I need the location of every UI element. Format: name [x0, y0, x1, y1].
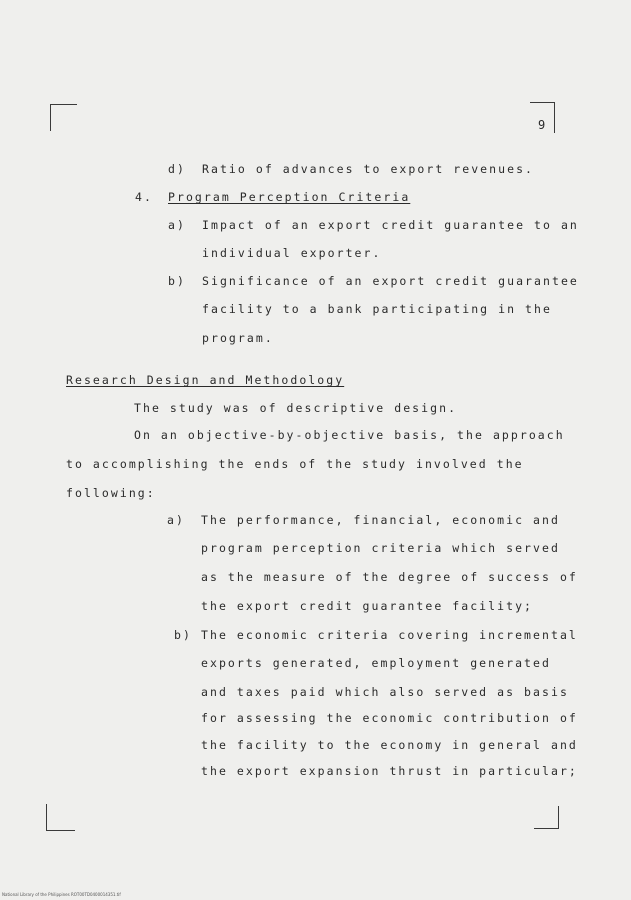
list-item-b-line: and taxes paid which also served as basis	[201, 685, 569, 699]
page-number: 9	[538, 118, 546, 132]
list-marker-4b: b)	[168, 274, 186, 288]
list-item-4b-line: facility to a bank participating in the	[202, 302, 552, 316]
list-item-4a-line: individual exporter.	[202, 246, 382, 260]
list-item-d-text: Ratio of advances to export revenues.	[202, 162, 535, 176]
list-item-b-line: exports generated, employment generated	[201, 656, 551, 670]
list-item-4b-line: program.	[202, 331, 274, 345]
list-marker-4a: a)	[168, 218, 186, 232]
paragraph-line: The study was of descriptive design.	[134, 401, 458, 415]
list-item-4b-line: Significance of an export credit guarantee	[202, 274, 579, 288]
section-heading-program-perception: Program Perception Criteria	[168, 190, 411, 204]
list-item-a-line: The performance, financial, economic and	[201, 513, 560, 527]
list-marker-b: b)	[174, 628, 192, 642]
list-item-a-line: the export credit guarantee facility;	[201, 599, 534, 613]
list-marker-d: d)	[168, 162, 186, 176]
list-item-b-line: the facility to the economy in general and	[201, 738, 578, 752]
list-item-b-line: for assessing the economic contribution of	[201, 711, 578, 725]
list-item-4a-line: Impact of an export credit guarantee to an	[202, 218, 579, 232]
footer-source-text: National Library of the Philippines ROT00TD0400014351.tif	[2, 892, 121, 897]
list-item-b-line: the export expansion thrust in particular;	[201, 764, 578, 778]
paragraph-line: On an objective-by-objective basis, the approach	[134, 428, 565, 442]
crop-mark-top-left	[50, 104, 77, 131]
crop-mark-bottom-right	[534, 806, 559, 829]
list-marker-a: a)	[167, 513, 185, 527]
list-item-b-line: The economic criteria covering incremental	[201, 628, 578, 642]
list-marker-4: 4.	[135, 190, 153, 204]
paragraph-line: to accomplishing the ends of the study involved the	[66, 457, 524, 471]
list-item-a-line: as the measure of the degree of success of	[201, 570, 578, 584]
list-item-a-line: program perception criteria which served	[201, 541, 560, 555]
paragraph-line: following:	[66, 486, 156, 500]
crop-mark-bottom-left	[46, 804, 75, 831]
section-heading-research-design: Research Design and Methodology	[66, 373, 345, 387]
